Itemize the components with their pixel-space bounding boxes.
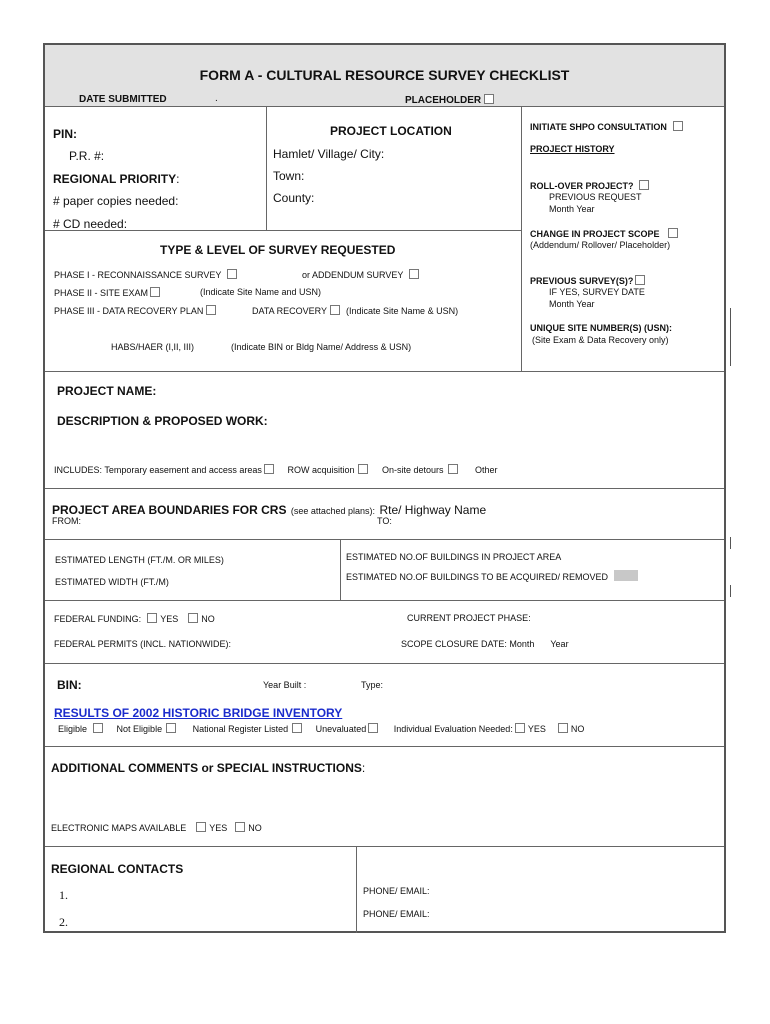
placeholder-checkbox[interactable] <box>484 94 494 104</box>
federal-funding-row: FEDERAL FUNDING: YES NO <box>54 614 215 624</box>
unevaluated-checkbox[interactable] <box>368 723 378 733</box>
year-built-label: Year Built : <box>263 680 307 690</box>
phone-email-1: PHONE/ EMAIL: <box>363 886 430 896</box>
maps-row: ELECTRONIC MAPS AVAILABLE YES NO <box>51 823 262 833</box>
phase2-checkbox[interactable] <box>150 287 160 297</box>
survey-date-label: IF YES, SURVEY DATE <box>549 287 645 297</box>
phase3-checkbox[interactable] <box>206 305 216 315</box>
divider <box>521 106 522 371</box>
habs-note: (Indicate BIN or Bldg Name/ Address & USN) <box>231 342 412 352</box>
funding-no-checkbox[interactable] <box>188 613 198 623</box>
divider <box>356 846 357 933</box>
project-name-label: PROJECT NAME: <box>57 384 157 398</box>
includes-row: INCLUDES: Temporary easement and access areas ROW acquisition On-site detours Other <box>54 465 498 475</box>
date-submitted-label: DATE SUBMITTED <box>79 94 167 105</box>
survey-checklist-form <box>43 43 726 933</box>
not-eligible-checkbox[interactable] <box>166 723 176 733</box>
bin-label: BIN: <box>57 678 82 692</box>
from-label: FROM: <box>52 516 81 526</box>
description-label: DESCRIPTION & PROPOSED WORK: <box>57 414 268 428</box>
edge-mark <box>730 308 731 366</box>
boundaries-row: PROJECT AREA BOUNDARIES FOR CRS (see attached plans): Rte/ Highway Name <box>52 503 487 517</box>
change-scope-label: CHANGE IN PROJECT SCOPE <box>530 228 681 239</box>
federal-permits-label: FEDERAL PERMITS (INCL. NATIONWIDE): <box>54 639 232 649</box>
month-year-label: Month Year <box>549 204 595 214</box>
divider <box>340 539 341 600</box>
previous-request-label: PREVIOUS REQUEST <box>549 192 642 202</box>
bridge-status-row: Eligible Not Eligible National Register Listed Unevaluated Individual Evaluation Needed: YES NO <box>58 724 585 734</box>
divider <box>266 106 267 230</box>
pin-label: PIN: <box>53 127 77 141</box>
edge-mark <box>730 537 731 549</box>
usn-sub: (Site Exam & Data Recovery only) <box>532 335 669 345</box>
habs-option: HABS/HAER (I,II, III) <box>111 342 195 352</box>
to-label: TO: <box>377 516 392 526</box>
hamlet-label: Hamlet/ Village/ City: <box>273 147 385 161</box>
phase2-note: (Indicate Site Name and USN) <box>200 287 322 297</box>
easement-checkbox[interactable] <box>264 464 274 474</box>
cd-needed-label: # CD needed: <box>53 217 128 231</box>
town-label: Town: <box>273 169 305 183</box>
phase3-option: PHASE III - DATA RECOVERY PLAN <box>54 305 219 316</box>
contact-1-number: 1. <box>59 888 68 902</box>
usn-label: UNIQUE SITE NUMBER(S) (USN): <box>530 323 672 333</box>
addendum-checkbox[interactable] <box>409 269 419 279</box>
addendum-option: or ADDENDUM SURVEY <box>302 269 422 280</box>
date-submitted-value: . <box>215 93 218 104</box>
project-history-label: PROJECT HISTORY <box>530 144 615 154</box>
placeholder-text: PLACEHOLDER <box>405 95 482 106</box>
phase1-option: PHASE I - RECONNAISSANCE SURVEY <box>54 269 240 280</box>
rollover-checkbox[interactable] <box>639 180 649 190</box>
previous-surveys-checkbox[interactable] <box>635 275 645 285</box>
data-recovery-checkbox[interactable] <box>330 305 340 315</box>
rollover-label: ROLL-OVER PROJECT? <box>530 180 652 191</box>
buildings-acquired-label: ESTIMATED NO.OF BUILDINGS TO BE ACQUIRED/ REMOVED <box>346 570 638 582</box>
placeholder-label <box>405 94 497 106</box>
survey-type-title: TYPE & LEVEL OF SURVEY REQUESTED <box>160 243 396 257</box>
detours-checkbox[interactable] <box>448 464 458 474</box>
divider <box>45 488 724 489</box>
eligible-checkbox[interactable] <box>93 723 103 733</box>
divider <box>45 600 724 601</box>
phase1-checkbox[interactable] <box>227 269 237 279</box>
buildings-area-label: ESTIMATED NO.OF BUILDINGS IN PROJECT AREA <box>346 552 562 562</box>
initiate-shpo-checkbox[interactable] <box>673 121 683 131</box>
nrl-checkbox[interactable] <box>292 723 302 733</box>
divider <box>45 663 724 664</box>
county-label: County: <box>273 191 315 205</box>
divider <box>45 846 724 847</box>
change-scope-sub: (Addendum/ Rollover/ Placeholder) <box>530 240 671 250</box>
individual-yes-checkbox[interactable] <box>515 723 525 733</box>
paper-copies-label: # paper copies needed: <box>53 194 179 208</box>
maps-yes-checkbox[interactable] <box>196 822 206 832</box>
phone-email-2: PHONE/ EMAIL: <box>363 909 430 919</box>
width-label: ESTIMATED WIDTH (FT./M) <box>55 577 169 587</box>
previous-surveys-label: PREVIOUS SURVEY(S)? <box>530 275 648 286</box>
change-scope-checkbox[interactable] <box>668 228 678 238</box>
comments-label: ADDITIONAL COMMENTS or SPECIAL INSTRUCTIONS: <box>51 761 366 775</box>
current-phase-label: CURRENT PROJECT PHASE: <box>407 613 531 623</box>
divider <box>45 371 724 372</box>
phase2-option: PHASE II - SITE EXAM <box>54 287 163 298</box>
pr-number-label: P.R. #: <box>69 149 105 163</box>
edge-mark <box>730 585 731 597</box>
month-year-label-2: Month Year <box>549 299 595 309</box>
type-label: Type: <box>361 680 384 690</box>
project-location-title: PROJECT LOCATION <box>330 124 452 138</box>
length-label: ESTIMATED LENGTH (FT./M. OR MILES) <box>55 555 224 565</box>
funding-yes-checkbox[interactable] <box>147 613 157 623</box>
row-acquisition-checkbox[interactable] <box>358 464 368 474</box>
divider <box>45 746 724 747</box>
maps-no-checkbox[interactable] <box>235 822 245 832</box>
divider <box>45 106 724 107</box>
data-recovery-option: DATA RECOVERY (Indicate Site Name & USN) <box>252 306 459 316</box>
buildings-acquired-field[interactable] <box>614 570 638 581</box>
bridge-inventory-link[interactable]: RESULTS OF 2002 HISTORIC BRIDGE INVENTORY <box>54 706 343 720</box>
regional-priority-label: REGIONAL PRIORITY: <box>53 172 180 186</box>
contact-2-number: 2. <box>59 915 68 929</box>
divider <box>45 230 521 231</box>
initiate-shpo-label: INITIATE SHPO CONSULTATION <box>530 121 686 132</box>
regional-contacts-title: REGIONAL CONTACTS <box>51 862 184 876</box>
scope-closure-label: SCOPE CLOSURE DATE: Month Year <box>401 639 569 649</box>
individual-no-checkbox[interactable] <box>558 723 568 733</box>
divider <box>45 539 724 540</box>
form-title: FORM A - CULTURAL RESOURCE SURVEY CHECKLIST <box>199 67 570 83</box>
